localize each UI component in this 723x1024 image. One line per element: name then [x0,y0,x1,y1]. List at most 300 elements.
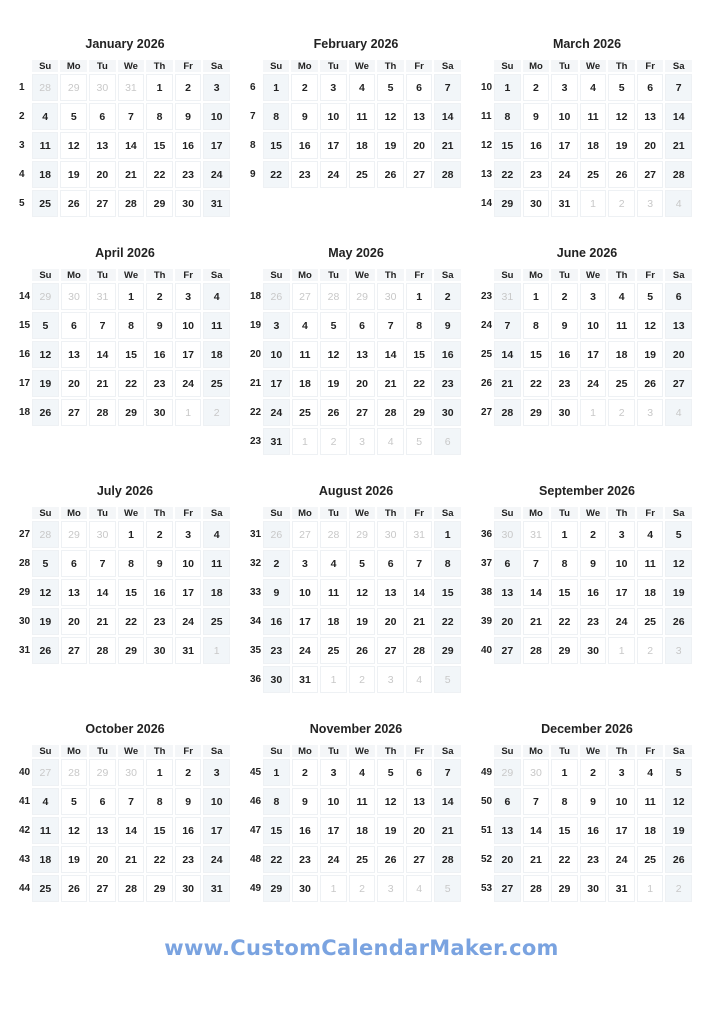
day-cell-other-month: 3 [637,190,664,217]
day-cell: 16 [523,132,550,159]
day-cell: 19 [32,370,59,397]
day-cell: 8 [146,103,173,130]
day-cell: 28 [118,190,145,217]
week-row [249,103,461,130]
weekday-header: Sa [434,745,461,757]
month-grid [16,743,232,904]
day-cell: 26 [32,399,59,426]
weekday-header: Su [32,60,59,72]
week-number: 40 [481,645,493,656]
day-cell: 27 [637,161,664,188]
day-cell-other-month: 1 [292,428,319,455]
day-cell: 23 [146,608,173,635]
day-cell: 3 [320,74,347,101]
day-cell: 5 [320,312,347,339]
weekday-header: Sa [203,60,230,72]
week-row [18,283,230,310]
day-cell: 11 [203,550,230,577]
day-cell: 14 [406,579,433,606]
weekday-header: Tu [320,745,347,757]
day-cell: 6 [89,103,116,130]
day-cell: 5 [637,283,664,310]
day-cell: 10 [203,103,230,130]
day-cell: 17 [608,579,635,606]
day-cell: 14 [118,817,145,844]
day-cell: 16 [292,817,319,844]
day-cell: 3 [175,521,202,548]
weekday-header: Su [263,745,290,757]
day-cell: 1 [523,283,550,310]
month-grid [16,505,232,666]
day-cell: 6 [637,74,664,101]
weekday-header: Su [494,269,521,281]
day-cell: 20 [61,608,88,635]
weekday-header: Fr [637,507,664,519]
day-cell: 28 [89,399,116,426]
day-cell: 18 [349,132,376,159]
weekday-header: Su [494,60,521,72]
day-cell: 4 [32,103,59,130]
day-cell: 20 [89,846,116,873]
day-cell: 18 [203,341,230,368]
day-cell: 26 [32,637,59,664]
weekday-header: Th [608,269,635,281]
day-cell: 25 [637,608,664,635]
day-cell: 4 [637,521,664,548]
day-cell: 24 [263,399,290,426]
week-number-header [249,60,261,72]
weekday-header: Fr [406,507,433,519]
day-cell: 28 [494,399,521,426]
day-cell: 31 [263,428,290,455]
day-cell: 5 [32,550,59,577]
weekday-header: Tu [89,269,116,281]
footer-website-link[interactable]: www.CustomCalendarMaker.com [164,936,559,960]
day-cell-other-month: 29 [349,283,376,310]
week-row [480,190,692,217]
weekday-header: Tu [320,60,347,72]
week-row [249,132,461,159]
month-block [249,34,463,190]
day-cell: 24 [551,161,578,188]
weekday-header: Fr [175,507,202,519]
weekday-header: Sa [665,269,692,281]
day-cell-other-month: 30 [523,759,550,786]
day-cell: 9 [551,312,578,339]
day-cell: 31 [292,666,319,693]
week-number: 49 [481,767,493,778]
week-number: 45 [250,767,262,778]
week-row [249,312,461,339]
weekday-header: Tu [551,60,578,72]
day-cell: 31 [608,875,635,902]
weekday-header: Th [146,60,173,72]
day-cell-other-month: 30 [494,521,521,548]
day-cell-other-month: 29 [61,521,88,548]
day-cell: 25 [32,190,59,217]
day-cell: 5 [61,788,88,815]
day-cell-other-month: 31 [406,521,433,548]
day-cell: 16 [580,579,607,606]
day-cell: 23 [263,637,290,664]
day-cell: 17 [608,817,635,844]
weekday-header-row [480,745,692,757]
day-cell: 17 [580,341,607,368]
day-cell: 9 [291,103,318,130]
day-cell: 17 [320,817,347,844]
day-cell: 7 [406,550,433,577]
month-block [480,481,694,666]
week-number-header [480,269,492,281]
day-cell-other-month: 1 [608,637,635,664]
day-cell: 14 [665,103,692,130]
week-row [18,579,230,606]
day-cell: 16 [175,132,202,159]
day-cell: 29 [406,399,433,426]
day-cell: 22 [118,608,145,635]
day-cell: 25 [203,608,230,635]
week-number: 30 [19,616,31,627]
day-cell: 8 [494,103,521,130]
week-row [18,521,230,548]
week-row [18,846,230,873]
day-cell: 2 [291,74,318,101]
day-cell: 9 [175,103,202,130]
day-cell: 26 [608,161,635,188]
day-cell: 26 [61,875,88,902]
day-cell: 29 [494,190,521,217]
week-number-header [480,507,492,519]
weekday-header: Su [263,269,290,281]
day-cell-other-month: 3 [377,875,404,902]
week-number: 36 [250,674,262,685]
day-cell: 19 [665,817,692,844]
day-cell: 2 [580,759,607,786]
week-row [249,666,461,693]
week-row [18,161,230,188]
day-cell: 19 [32,608,59,635]
weekday-header: Fr [175,269,202,281]
day-cell-other-month: 31 [494,283,521,310]
week-row [18,74,230,101]
week-number: 6 [250,82,256,93]
weekday-header: We [349,507,376,519]
month-title: January 2026 [85,37,165,51]
day-cell: 10 [320,103,347,130]
day-cell: 23 [580,608,607,635]
weekday-header: We [118,269,145,281]
day-cell: 14 [494,341,521,368]
day-cell: 1 [146,759,173,786]
week-number: 18 [250,291,262,302]
weekday-header-row [249,507,461,519]
day-cell: 18 [32,846,59,873]
week-number-header [480,745,492,757]
day-cell: 4 [637,759,664,786]
day-cell: 11 [637,550,664,577]
weekday-header: Sa [203,507,230,519]
day-cell: 30 [580,637,607,664]
day-cell: 15 [551,817,578,844]
day-cell: 6 [406,74,433,101]
day-cell: 12 [665,550,692,577]
day-cell-other-month: 29 [89,759,116,786]
day-cell: 23 [434,370,461,397]
day-cell: 17 [203,132,230,159]
weekday-header: Sa [434,269,461,281]
day-cell: 27 [349,399,376,426]
week-number: 41 [19,796,31,807]
weekday-header: Sa [434,60,461,72]
week-row [18,370,230,397]
day-cell: 5 [665,521,692,548]
day-cell: 11 [32,817,59,844]
day-cell: 1 [406,283,433,310]
day-cell: 30 [263,666,290,693]
day-cell: 5 [665,759,692,786]
week-number: 22 [250,407,262,418]
weekday-header-row [18,507,230,519]
day-cell: 9 [263,579,290,606]
weekday-header: Fr [406,745,433,757]
weekday-header: Su [263,60,290,72]
day-cell-other-month: 30 [377,283,404,310]
weekday-header-row [480,269,692,281]
month-title: June 2026 [556,246,618,260]
day-cell: 3 [320,759,347,786]
day-cell: 14 [89,579,116,606]
day-cell: 15 [406,341,433,368]
day-cell: 20 [406,132,433,159]
day-cell: 15 [523,341,550,368]
week-number: 21 [250,378,262,389]
day-cell-other-month: 4 [665,399,692,426]
week-row [249,637,461,664]
week-row [480,312,692,339]
day-cell: 31 [551,190,578,217]
day-cell: 20 [349,370,376,397]
weekday-header: Tu [320,507,347,519]
day-cell: 25 [320,637,347,664]
day-cell: 21 [523,608,550,635]
day-cell: 30 [292,875,319,902]
day-cell: 1 [494,74,521,101]
day-cell: 24 [175,608,202,635]
day-cell: 4 [292,312,319,339]
day-cell: 7 [665,74,692,101]
day-cell: 2 [175,74,202,101]
month-block [480,243,694,428]
day-cell: 12 [320,341,347,368]
day-cell-other-month: 4 [406,666,433,693]
day-cell: 18 [320,608,347,635]
day-cell-other-month: 28 [320,521,347,548]
day-cell: 1 [551,521,578,548]
day-cell: 12 [637,312,664,339]
day-cell-other-month: 2 [637,637,664,664]
week-number: 9 [250,169,256,180]
day-cell-other-month: 1 [580,190,607,217]
week-number-header [18,60,30,72]
day-cell: 2 [146,283,173,310]
day-cell: 20 [637,132,664,159]
day-cell: 3 [203,74,230,101]
week-number: 10 [481,82,493,93]
day-cell-other-month: 30 [377,521,404,548]
weekday-header-row [18,60,230,72]
day-cell: 15 [263,817,290,844]
week-number: 31 [19,645,31,656]
day-cell: 13 [89,817,116,844]
day-cell: 27 [61,399,88,426]
day-cell: 10 [175,550,202,577]
day-cell: 12 [32,579,59,606]
day-cell-other-month: 4 [406,875,433,902]
day-cell: 29 [551,637,578,664]
week-row [480,370,692,397]
week-number: 28 [19,558,31,569]
weekday-header: Fr [637,269,664,281]
weekday-header: Th [377,60,404,72]
weekday-header: Mo [292,269,319,281]
day-cell: 12 [665,788,692,815]
day-cell: 12 [32,341,59,368]
day-cell: 16 [551,341,578,368]
day-cell: 18 [637,579,664,606]
day-cell: 4 [203,283,230,310]
day-cell: 10 [551,103,578,130]
month-grid [478,743,694,904]
day-cell-other-month: 29 [494,759,521,786]
day-cell: 6 [494,788,521,815]
day-cell: 7 [377,312,404,339]
month-title: September 2026 [539,484,635,498]
day-cell: 24 [608,608,635,635]
week-number: 42 [19,825,31,836]
day-cell-other-month: 1 [637,875,664,902]
weekday-header: We [580,507,607,519]
week-number: 4 [19,169,25,180]
day-cell: 27 [406,161,433,188]
weekday-header: Th [377,745,404,757]
day-cell: 28 [434,161,461,188]
day-cell: 2 [146,521,173,548]
day-cell: 16 [146,579,173,606]
day-cell-other-month: 30 [118,759,145,786]
day-cell: 9 [175,788,202,815]
day-cell: 1 [263,74,290,101]
day-cell-other-month: 2 [608,190,635,217]
day-cell: 18 [580,132,607,159]
day-cell: 11 [349,103,376,130]
day-cell: 25 [637,846,664,873]
weekday-header: Mo [523,269,550,281]
week-row [18,637,230,664]
day-cell: 8 [263,103,290,130]
day-cell: 1 [551,759,578,786]
day-cell: 30 [580,875,607,902]
day-cell: 30 [523,190,550,217]
day-cell-other-month: 3 [665,637,692,664]
weekday-header: Sa [203,269,230,281]
day-cell-other-month: 31 [523,521,550,548]
day-cell: 9 [580,550,607,577]
day-cell: 22 [263,846,290,873]
week-row [249,759,461,786]
day-cell: 29 [434,637,461,664]
day-cell: 30 [175,875,202,902]
weekday-header: Sa [434,507,461,519]
week-row [249,608,461,635]
day-cell: 22 [263,161,290,188]
day-cell-other-month: 30 [61,283,88,310]
month-title: May 2026 [328,246,384,260]
week-number-header [249,269,261,281]
day-cell: 6 [349,312,376,339]
day-cell: 19 [608,132,635,159]
weekday-header: Th [608,507,635,519]
day-cell: 1 [434,521,461,548]
day-cell: 10 [608,550,635,577]
day-cell: 11 [292,341,319,368]
week-number: 25 [481,349,493,360]
week-number: 8 [250,140,256,151]
day-cell-other-month: 1 [203,637,230,664]
weekday-header: Tu [320,269,347,281]
day-cell: 11 [608,312,635,339]
day-cell: 2 [175,759,202,786]
day-cell: 7 [118,103,145,130]
day-cell: 9 [523,103,550,130]
day-cell: 24 [320,161,347,188]
day-cell: 18 [292,370,319,397]
week-number: 48 [250,854,262,865]
day-cell: 25 [292,399,319,426]
week-row [249,428,461,455]
day-cell: 26 [665,608,692,635]
day-cell: 24 [320,846,347,873]
weekday-header: Mo [523,507,550,519]
day-cell: 15 [263,132,290,159]
day-cell: 29 [118,399,145,426]
week-number-header [18,269,30,281]
weekday-header: Th [608,60,635,72]
day-cell: 26 [377,161,404,188]
day-cell: 7 [523,550,550,577]
weekday-header: Su [32,269,59,281]
day-cell: 12 [377,788,404,815]
weekday-header: Th [146,269,173,281]
day-cell-other-month: 5 [406,428,433,455]
week-number: 33 [250,587,262,598]
week-number: 2 [19,111,25,122]
weekday-header: Fr [175,745,202,757]
day-cell: 7 [434,759,461,786]
week-number: 46 [250,796,262,807]
day-cell-other-month: 27 [292,521,319,548]
day-cell: 23 [291,161,318,188]
day-cell: 16 [434,341,461,368]
day-cell: 3 [175,283,202,310]
day-cell: 23 [523,161,550,188]
month-grid [247,58,463,190]
week-row [480,74,692,101]
day-cell: 17 [551,132,578,159]
day-cell: 4 [203,521,230,548]
day-cell: 21 [523,846,550,873]
day-cell: 24 [203,846,230,873]
weekday-header: Tu [89,507,116,519]
